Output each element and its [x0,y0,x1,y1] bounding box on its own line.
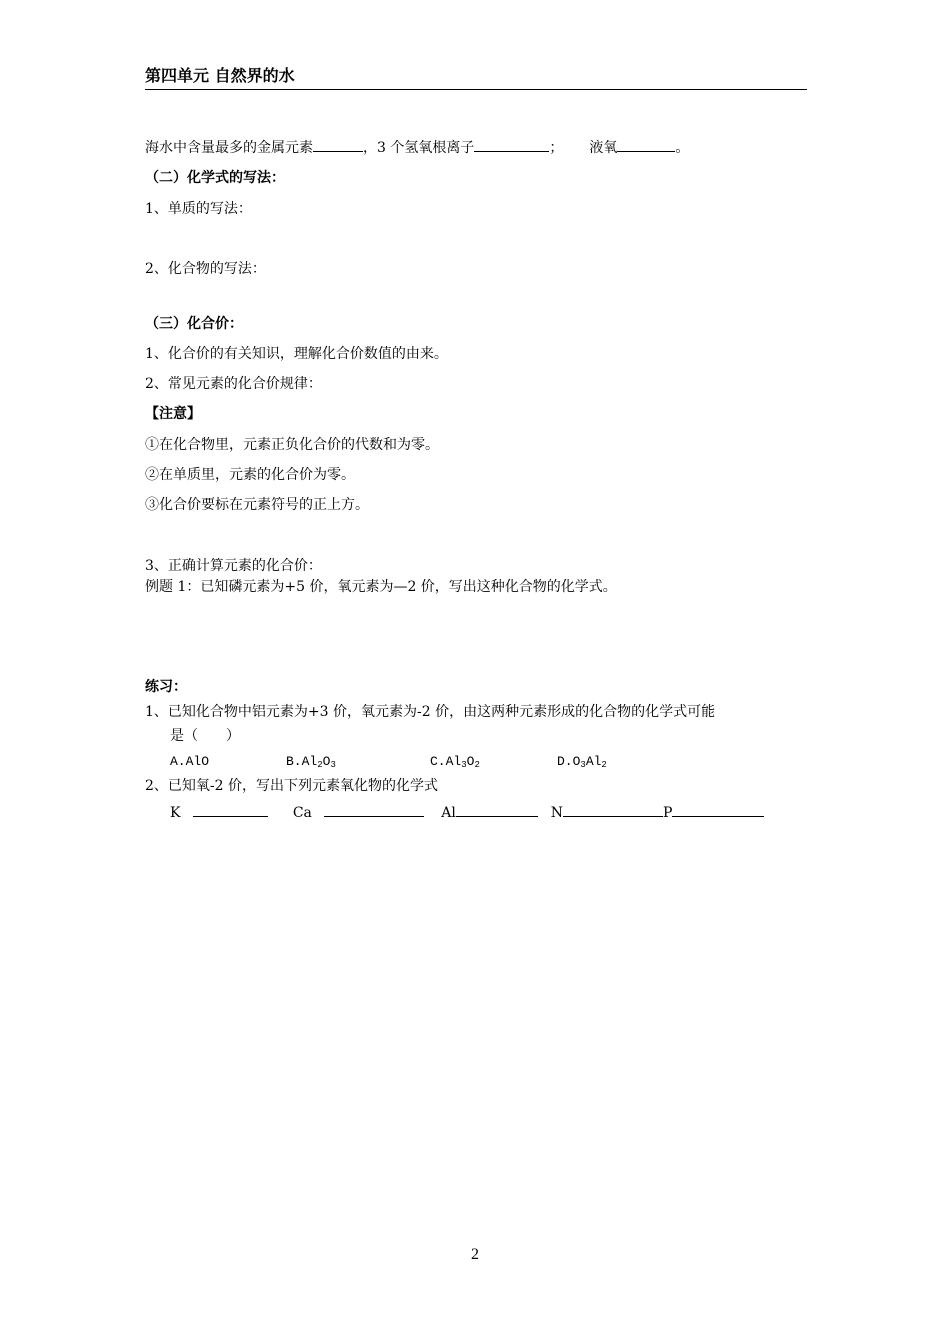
option-a[interactable]: A.AlO [170,754,210,769]
element-n-label: N [550,805,563,821]
option-c[interactable]: $C.Al_3O_2$ [430,754,480,770]
line1-text-1: 海水中含量最多的金属元素 [145,140,313,156]
line1-text-2: ，3 个氢氧根离子 [363,140,475,156]
line1-text-3: ； [549,140,564,156]
item-compound-formula: 2、化合物的写法： [145,261,266,277]
item-valence-rules: 2、常见元素的化合价规律： [145,376,322,392]
blank-p-oxide[interactable] [672,802,764,817]
item-element-formula: 1、单质的写法： [145,201,252,217]
element-ca-label: Ca [292,805,312,821]
section-heading-formula-writing: （二）化学式的写法： [145,170,285,186]
blank-ca-oxide[interactable] [324,802,424,817]
blank-liquid-oxygen[interactable] [617,137,675,152]
header-rule [145,89,807,90]
fill-in-line-1 [145,137,689,158]
question-2: 2、已知氧-2 价，写出下列元素氧化物的化学式 [145,778,438,794]
blank-hydroxide-ions[interactable] [474,137,549,152]
page-header-title: 第四单元 自然界的水 [145,66,295,85]
note-heading: 【注意】 [145,406,201,422]
note-item-1: ①在化合物里，元素正负化合价的代数和为零。 [145,437,439,453]
note-item-2: ②在单质里，元素的化合价为零。 [145,467,355,483]
question-1-line-2: 是（ ） [170,728,240,744]
blank-metal-element[interactable] [313,137,363,152]
option-b[interactable]: $B.Al_2O_3$ [286,754,336,770]
blank-k-oxide[interactable] [193,802,268,817]
section-heading-valence: （三）化合价： [145,316,243,332]
option-d[interactable]: $D.O_3Al_2$ [557,754,607,770]
question-2-answers [170,802,764,823]
example-1: 例题 1：已知磷元素为+5 价，氧元素为—2 价，写出这种化合物的化学式。 [145,579,617,595]
note-item-3: ③化合价要标在元素符号的正上方。 [145,497,369,513]
item-calculate-valence: 3、正确计算元素的化合价： [145,558,322,574]
blank-al-oxide[interactable] [456,802,538,817]
line1-text-4: 液氧 [589,140,618,156]
element-p-label: P [663,805,673,821]
blank-n-oxide[interactable] [563,802,663,817]
item-valence-knowledge: 1、化合价的有关知识，理解化合价数值的由来。 [145,346,448,362]
line1-text-5: 。 [675,140,690,156]
element-al-label: Al [441,805,456,821]
element-k-label: K [170,805,181,821]
question-1-line-1: 1、已知化合物中铝元素为+3 价，氧元素为-2 价，由这两种元素形成的化合物的化学式可能 [145,704,716,720]
practice-heading: 练习： [145,679,187,695]
page-number: 2 [471,1246,479,1263]
